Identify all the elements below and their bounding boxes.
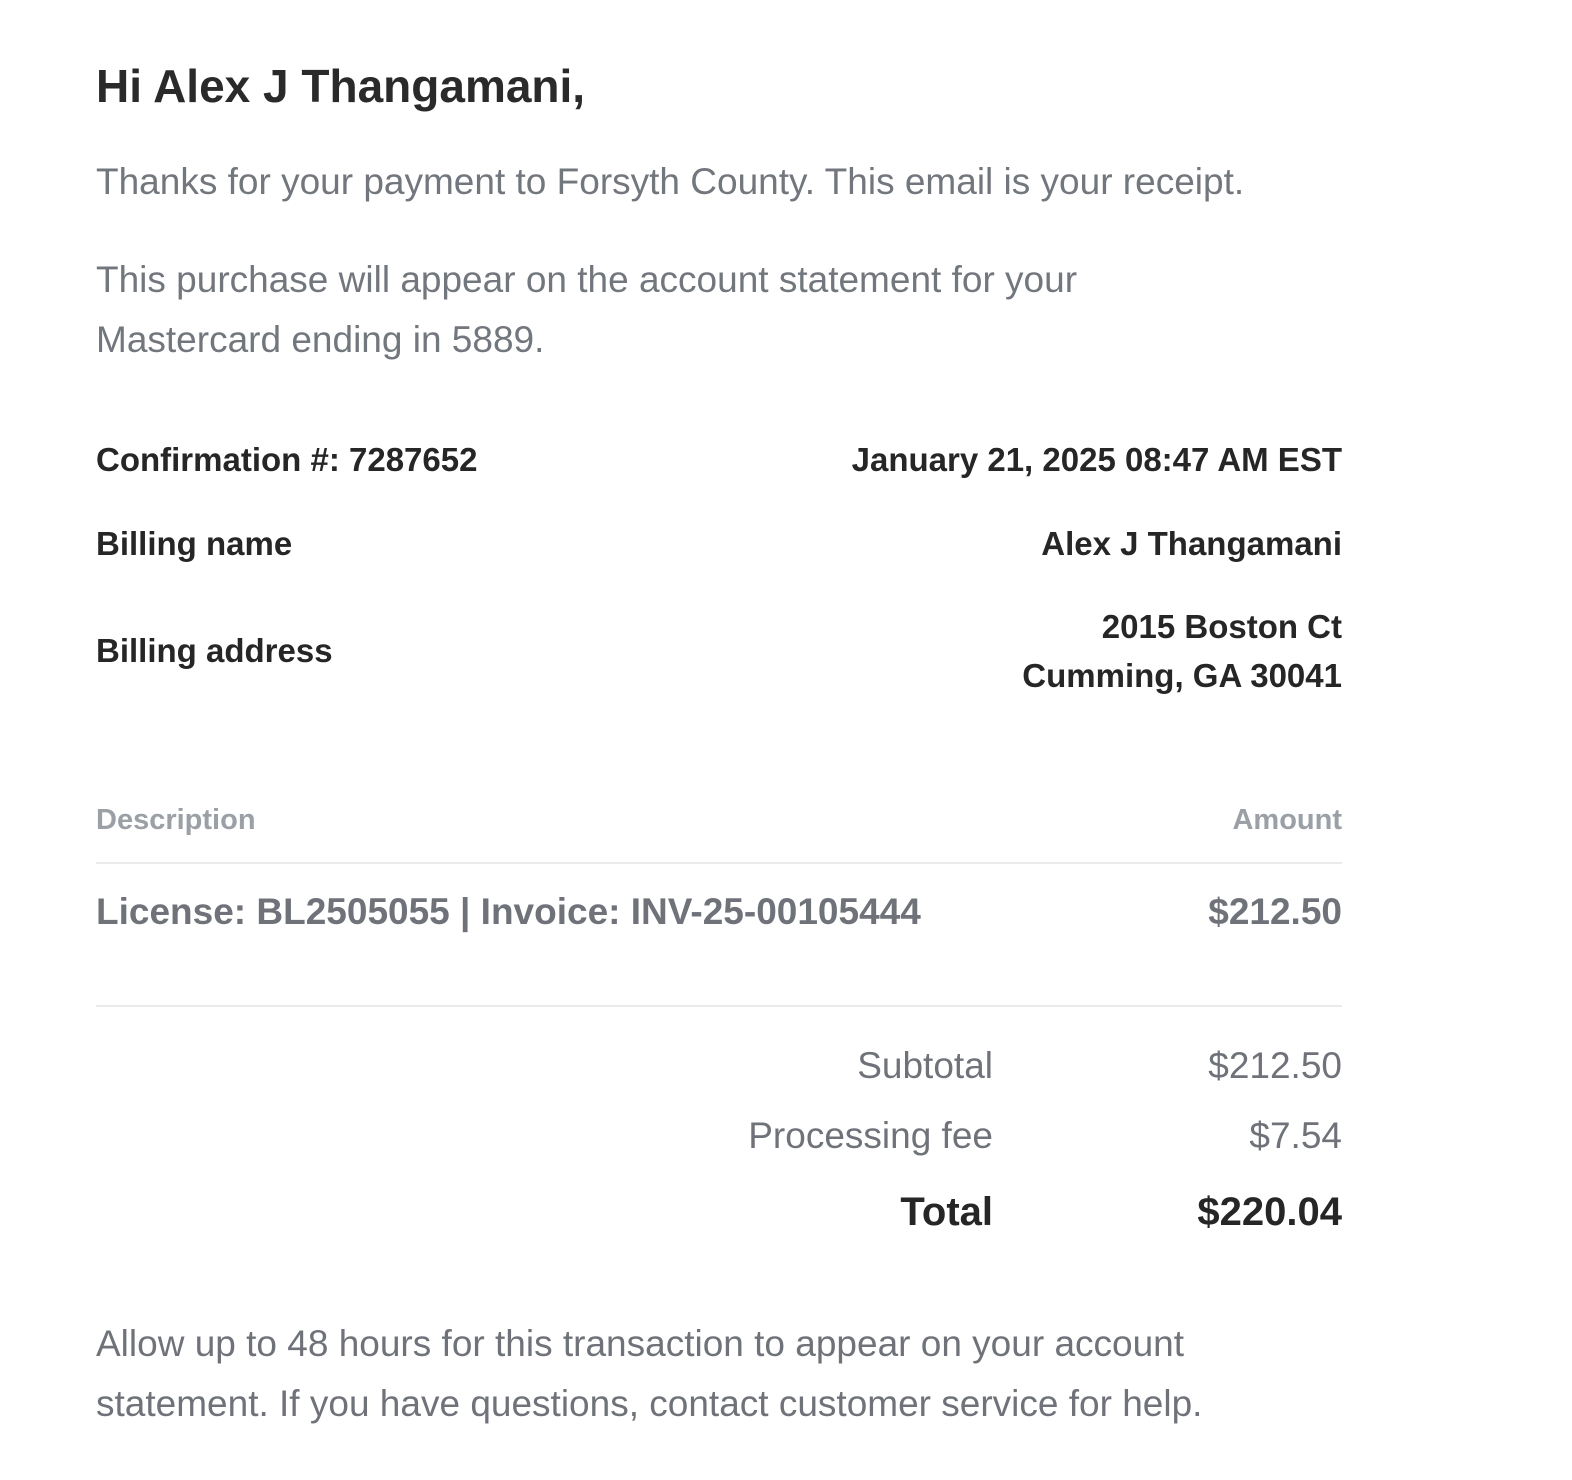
table-bottom-divider — [96, 1005, 1342, 1007]
billing-address-line-2: Cumming, GA 30041 — [1022, 657, 1342, 694]
subtotal-label: Subtotal — [857, 1045, 993, 1086]
processing-fee-value: $7.54 — [1249, 1115, 1342, 1156]
table-header-description: Description — [96, 804, 256, 836]
table-header-divider — [96, 862, 1342, 864]
table-header-amount: Amount — [1232, 804, 1342, 836]
footer-note-line-2: statement. If you have questions, contact customer service for help. — [96, 1383, 1203, 1424]
total-label: Total — [900, 1190, 993, 1234]
total-value: $220.04 — [1197, 1190, 1342, 1234]
statement-note-line-2: Mastercard ending in 5889. — [96, 319, 545, 360]
confirmation-number: Confirmation #: 7287652 — [96, 441, 478, 478]
processing-fee-label: Processing fee — [748, 1115, 993, 1156]
billing-address-line-1: 2015 Boston Ct — [1101, 608, 1342, 645]
greeting-heading: Hi Alex J Thangamani, — [96, 60, 586, 112]
subtotal-value: $212.50 — [1208, 1045, 1342, 1086]
intro-text: Thanks for your payment to Forsyth County. This email is your receipt. — [96, 161, 1245, 202]
transaction-datetime: January 21, 2025 08:47 AM EST — [851, 441, 1342, 478]
billing-name-label: Billing name — [96, 525, 293, 562]
statement-note-line-1: This purchase will appear on the account statement for your — [96, 259, 1078, 300]
line-item-description: License: BL2505055 | Invoice: INV-25-00105444 — [96, 891, 921, 932]
footer-note-line-1: Allow up to 48 hours for this transaction to appear on your account — [96, 1323, 1185, 1364]
billing-name-value: Alex J Thangamani — [1041, 525, 1342, 562]
billing-address-label: Billing address — [96, 632, 333, 669]
line-item-amount: $212.50 — [1208, 891, 1342, 932]
